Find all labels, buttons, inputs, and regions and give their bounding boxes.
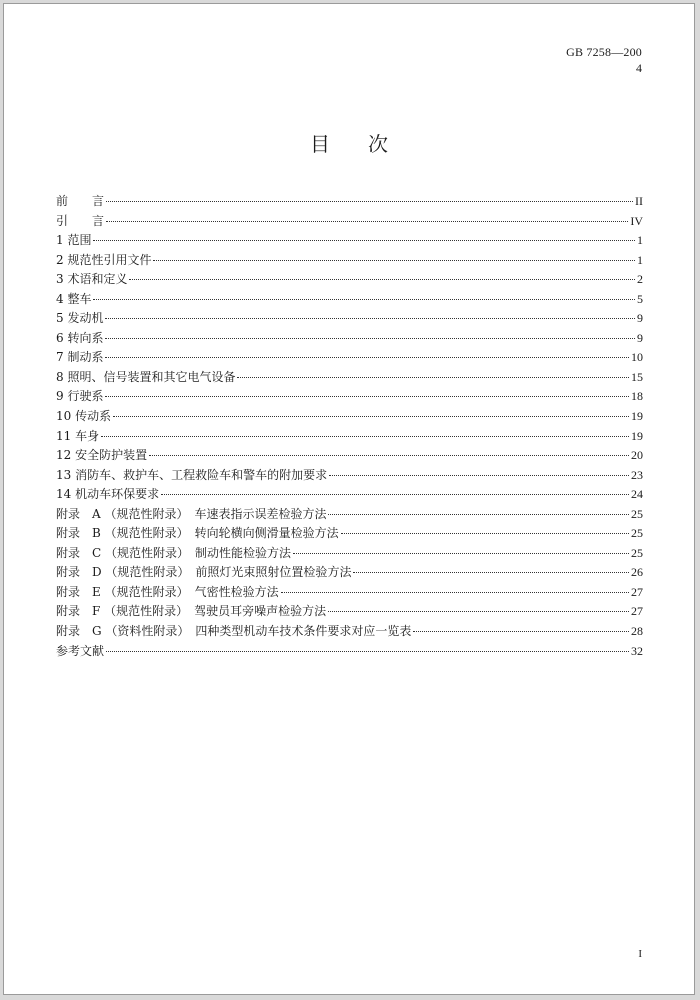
dot-leader — [293, 553, 629, 554]
toc-entry-label: 2 规范性引用文件 — [56, 252, 152, 267]
toc-entry[interactable] — [56, 192, 643, 212]
header-page-number: 4 — [636, 61, 642, 75]
toc-entry-label: 13 消防车、救护车、工程救险车和警车的附加要求 — [56, 467, 328, 482]
toc-entry-label: 附录 C （规范性附录） 制动性能检验方法 — [56, 545, 291, 560]
toc-entry-label: 11 车身 — [56, 428, 100, 443]
toc-entry-page: 19 — [631, 428, 643, 443]
toc-entry[interactable] — [56, 290, 643, 310]
toc-entry[interactable] — [56, 212, 643, 232]
dot-leader — [129, 279, 635, 280]
toc-entry[interactable] — [56, 485, 643, 505]
toc-entry-label: 5 发动机 — [56, 311, 104, 326]
toc-entry-page: 25 — [631, 506, 643, 521]
toc-entry-label: 14 机动车环保要求 — [56, 487, 160, 502]
toc-entry[interactable] — [56, 427, 643, 447]
dot-leader — [281, 592, 629, 593]
toc-entry[interactable] — [56, 231, 643, 251]
toc-entry-label: 附录 F （规范性附录） 驾驶员耳旁噪声检验方法 — [56, 604, 327, 619]
toc-entry-label: 附录 G （资料性附录） 四种类型机动车技术条件要求对应一览表 — [56, 624, 412, 639]
toc-entry-page: 25 — [631, 526, 643, 541]
dot-leader — [93, 299, 635, 300]
document-page — [3, 3, 695, 995]
dot-leader — [329, 475, 629, 476]
toc-entry-label: 10 传动系 — [56, 409, 112, 424]
toc-entry[interactable] — [56, 368, 643, 388]
page-title: 目次 — [310, 132, 426, 156]
toc-entry-page: II — [635, 194, 643, 208]
toc-entry-page: 23 — [631, 467, 643, 482]
standard-number: GB 7258—200 — [566, 45, 642, 59]
toc-entry[interactable] — [56, 563, 643, 583]
footer-page-number: I — [638, 948, 642, 960]
toc-entry-label: 附录 E （规范性附录） 气密性检验方法 — [56, 584, 279, 599]
toc-entry-page: 28 — [631, 624, 643, 639]
toc-entry-label: 7 制动系 — [56, 350, 104, 365]
toc-entry-label: 附录 B （规范性附录） 转向轮横向侧滑量检验方法 — [56, 526, 339, 541]
dot-leader — [237, 377, 629, 378]
table-of-contents — [56, 192, 643, 661]
toc-entry[interactable] — [56, 602, 643, 622]
toc-entry-label: 前 言 — [56, 194, 105, 208]
toc-entry-page: 9 — [637, 311, 643, 326]
dot-leader — [413, 631, 629, 632]
toc-entry-page: 5 — [637, 291, 643, 306]
toc-entry[interactable] — [56, 505, 643, 525]
toc-entry[interactable] — [56, 270, 643, 290]
dot-leader — [105, 318, 635, 319]
dot-leader — [153, 260, 635, 261]
toc-entry[interactable] — [56, 309, 643, 329]
toc-entry-page: 10 — [631, 350, 643, 365]
toc-entry-label: 3 术语和定义 — [56, 272, 128, 287]
toc-entry-page: 25 — [631, 545, 643, 560]
toc-entry-label: 引 言 — [56, 213, 105, 228]
toc-entry[interactable] — [56, 407, 643, 427]
toc-entry[interactable] — [56, 251, 643, 271]
toc-entry-label: 9 行驶系 — [56, 389, 104, 404]
toc-entry[interactable] — [56, 329, 643, 349]
toc-entry[interactable] — [56, 544, 643, 564]
dot-leader — [105, 338, 635, 339]
toc-entry-page: 1 — [637, 233, 643, 248]
dot-leader — [101, 436, 629, 437]
toc-entry-label: 1 范围 — [56, 233, 92, 248]
toc-entry-page: 26 — [631, 565, 643, 580]
toc-entry[interactable] — [56, 387, 643, 407]
dot-leader — [328, 611, 629, 612]
toc-entry-page: 27 — [631, 584, 643, 599]
toc-entry-page: IV — [630, 213, 643, 228]
dot-leader — [113, 416, 629, 417]
dot-leader — [105, 357, 629, 358]
toc-entry[interactable] — [56, 583, 643, 603]
toc-entry-page: 20 — [631, 448, 643, 463]
toc-entry-label: 附录 A （规范性附录） 车速表指示误差检验方法 — [56, 506, 327, 521]
dot-leader — [149, 455, 629, 456]
toc-entry-label: 12 安全防护装置 — [56, 448, 148, 463]
toc-entry-label: 4 整车 — [56, 291, 92, 306]
toc-entry-label: 附录 D （规范性附录） 前照灯光束照射位置检验方法 — [56, 565, 352, 580]
toc-entry-label: 8 照明、信号装置和其它电气设备 — [56, 369, 236, 384]
toc-entry-page: 1 — [637, 252, 643, 267]
dot-leader — [106, 201, 633, 202]
toc-entry-label: 参考文献 — [56, 643, 105, 658]
dot-leader — [105, 396, 629, 397]
toc-entry[interactable] — [56, 348, 643, 368]
dot-leader — [161, 494, 629, 495]
toc-entry-page: 18 — [631, 389, 643, 404]
toc-entry[interactable] — [56, 466, 643, 486]
dot-leader — [353, 572, 629, 573]
dot-leader — [93, 240, 635, 241]
dot-leader — [106, 651, 629, 652]
toc-entry[interactable] — [56, 622, 643, 642]
toc-entry-page: 2 — [637, 272, 643, 287]
dot-leader — [341, 533, 629, 534]
toc-entry-page: 24 — [631, 487, 643, 502]
toc-entry-page: 15 — [631, 369, 643, 384]
toc-entry[interactable] — [56, 524, 643, 544]
toc-entry-page: 9 — [637, 330, 643, 345]
dot-leader — [328, 514, 629, 515]
toc-entry[interactable] — [56, 446, 643, 466]
toc-entry-page: 27 — [631, 604, 643, 619]
toc-entry-page: 32 — [631, 643, 643, 658]
toc-entry-page: 19 — [631, 409, 643, 424]
toc-entry-label: 6 转向系 — [56, 330, 104, 345]
dot-leader — [106, 221, 628, 222]
toc-entry[interactable] — [56, 642, 643, 662]
